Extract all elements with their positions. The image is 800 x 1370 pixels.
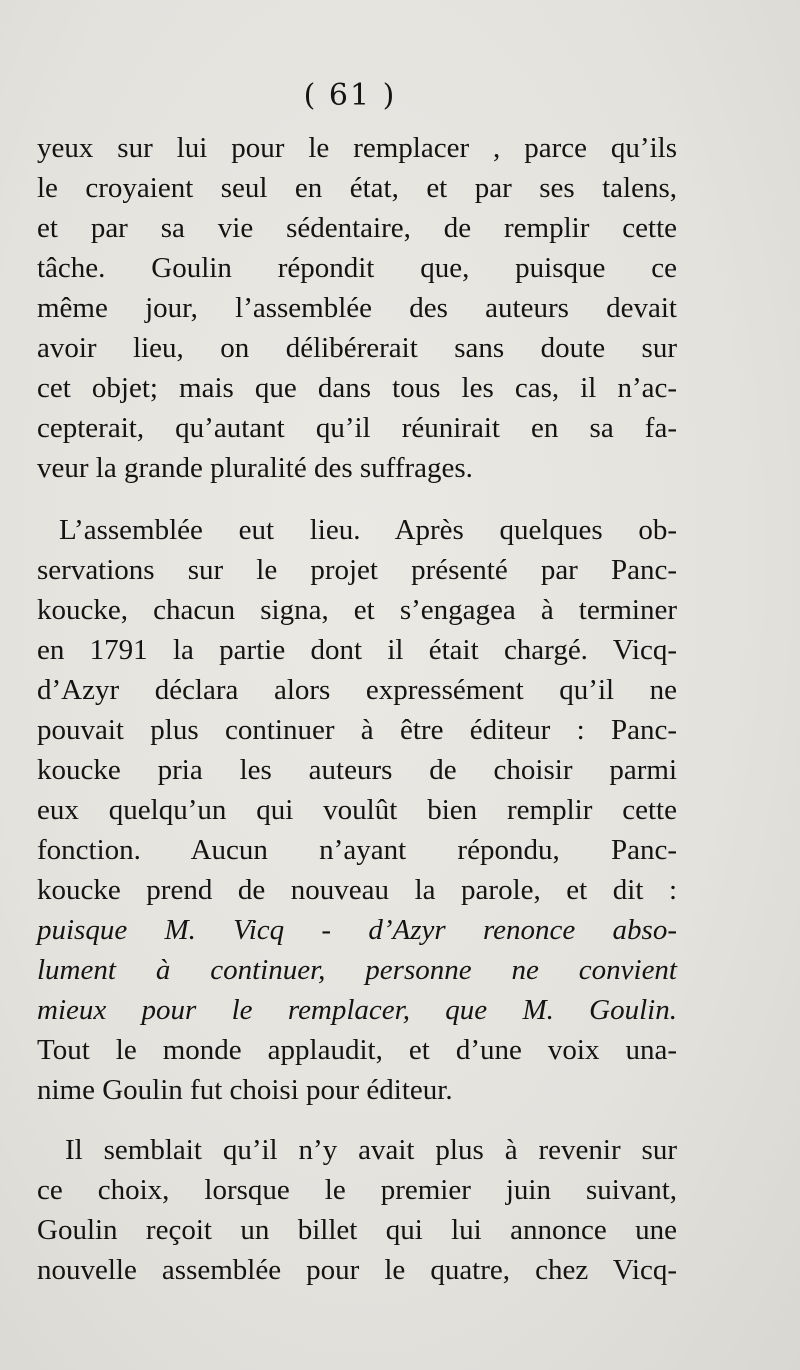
text-line: nime Goulin fut choisi pour éditeur. xyxy=(37,1074,453,1106)
text-line: yeux sur lui pour le remplacer , parce qu’ils xyxy=(37,132,677,164)
text-line: cepterait, qu’autant qu’il réunirait en sa fa- xyxy=(37,412,677,444)
text-line: servations sur le projet présenté par Panc- xyxy=(37,554,677,586)
text-line: koucke, chacun signa, et s’engagea à terminer xyxy=(37,594,677,626)
text-line: Tout le monde applaudit, et d’une voix una- xyxy=(37,1034,677,1066)
text-line: le croyaient seul en état, et par ses talens, xyxy=(37,172,677,204)
paragraph-3 xyxy=(37,1130,677,1290)
text-line: Goulin reçoit un billet qui lui annonce une xyxy=(37,1214,677,1246)
text-line: ce choix, lorsque le premier juin suivant, xyxy=(37,1174,677,1206)
text-line: koucke pria les auteurs de choisir parmi xyxy=(37,754,677,786)
paragraph-gap xyxy=(37,488,677,510)
page-number: ( 61 ) xyxy=(303,78,397,113)
paragraph-1 xyxy=(37,128,677,488)
text-line: koucke prend de nouveau la parole, et dit : xyxy=(37,874,677,906)
paragraph-2 xyxy=(37,510,677,1110)
text-line: L’assemblée eut lieu. Après quelques ob- xyxy=(59,514,677,546)
text-line: avoir lieu, on délibérerait sans doute sur xyxy=(37,332,677,364)
page-text xyxy=(37,128,677,1290)
text-line: cet objet; mais que dans tous les cas, il n’ac- xyxy=(37,372,677,404)
italic-text-line: lument à continuer, personne ne convient xyxy=(37,954,677,986)
paragraph-gap xyxy=(37,1110,677,1130)
italic-text-line: mieux pour le remplacer, que M. Goulin. xyxy=(37,994,677,1026)
text-line: pouvait plus continuer à être éditeur : Panc- xyxy=(37,714,677,746)
text-line: tâche. Goulin répondit que, puisque ce xyxy=(37,252,677,284)
text-line: Il semblait qu’il n’y avait plus à revenir sur xyxy=(65,1134,677,1166)
text-line: eux quelqu’un qui voulût bien remplir cette xyxy=(37,794,677,826)
text-line: même jour, l’assemblée des auteurs devait xyxy=(37,292,677,324)
text-line: nouvelle assemblée pour le quatre, chez Vicq- xyxy=(37,1254,677,1286)
italic-text-line: puisque M. Vicq - d’Azyr renonce abso- xyxy=(37,914,677,946)
text-line: veur la grande pluralité des suffrages. xyxy=(37,452,473,484)
text-line: en 1791 la partie dont il était chargé. Vicq- xyxy=(37,634,677,666)
text-line: et par sa vie sédentaire, de remplir cette xyxy=(37,212,677,244)
text-line: d’Azyr déclara alors expressément qu’il ne xyxy=(37,674,677,706)
text-line: fonction. Aucun n’ayant répondu, Panc- xyxy=(37,834,677,866)
